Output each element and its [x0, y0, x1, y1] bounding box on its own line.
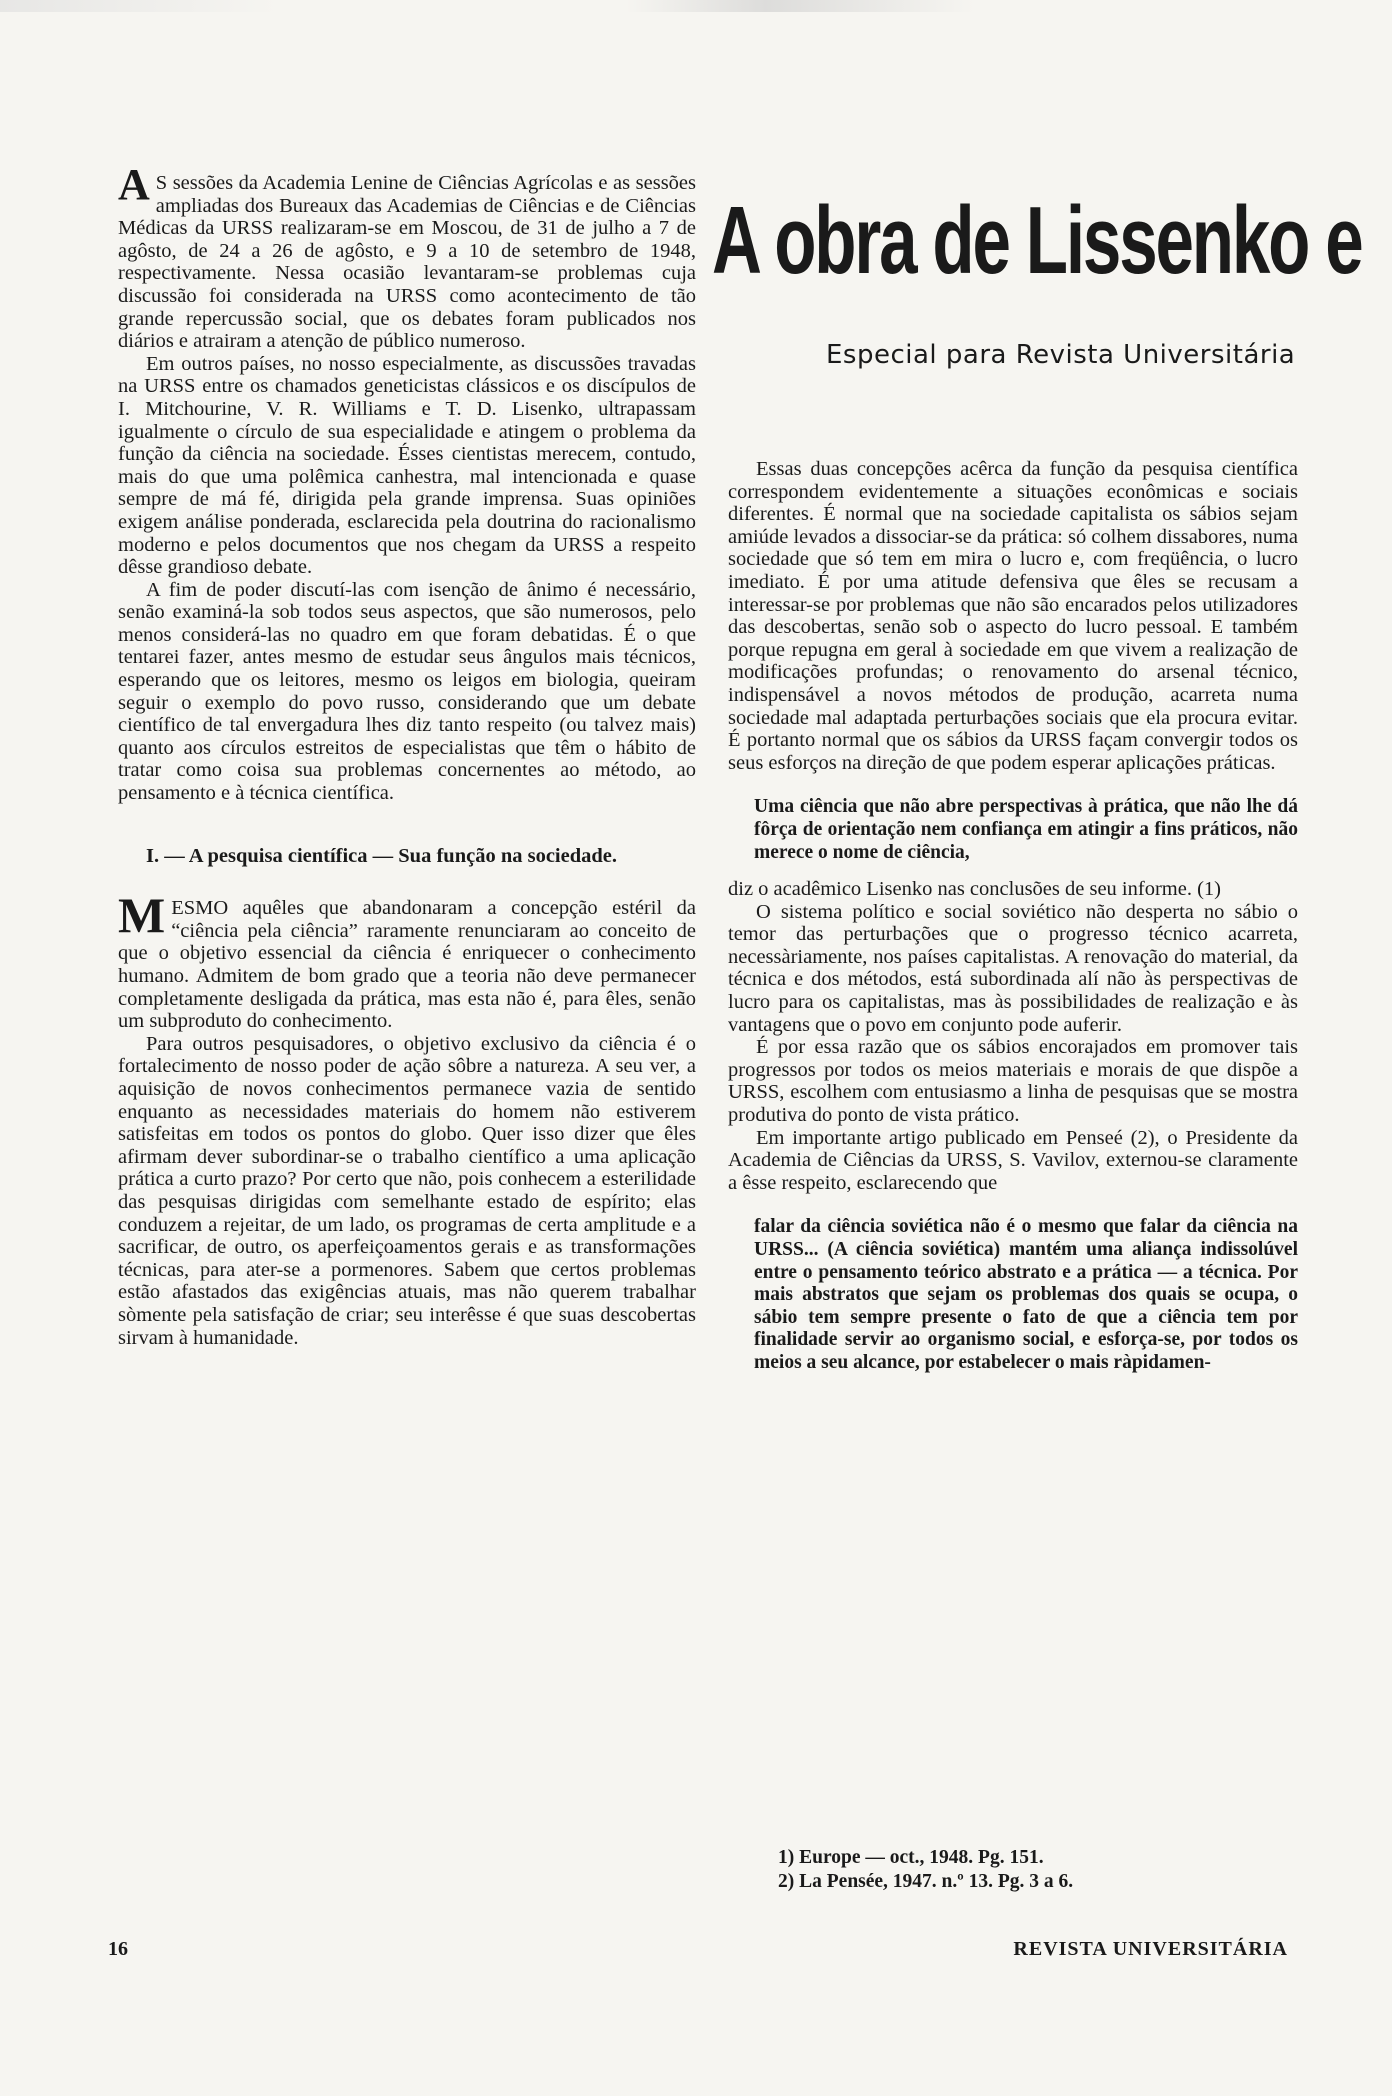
footnote-1: 1) Europe — oct., 1948. Pg. 151. [778, 1847, 1044, 1868]
footnotes [778, 1846, 1073, 1894]
article-subtitle: Especial para Revista Universitária [826, 340, 1296, 370]
left-column [118, 160, 696, 1349]
intro-paragraph-1: A S sessões da Academia Lenine de Ciências Agrícolas e as sessões ampliadas dos Bureaux das Academias de Ciências e de Ciências Médicas da URSS realizaram-se em Moscou, de 31 de julho a 7 de agôsto, de 24 a 26 de agôsto, e 9 a 10 de setembro de 1948, respectivamente. Nessa ocasião levantaram-se problemas cuja discussão foi considerada na URSS como acontecimento de tão grande repercussão social, que os debates foram publicados nos diários e atrairam a atenção de público numeroso. [118, 160, 696, 353]
right-paragraph-2: diz o acadêmico Lisenko nas conclusões de seu informe. (1) [728, 878, 1221, 901]
right-paragraph-4: É por essa razão que os sábios encorajados em promover tais progressos por todos os meios materiais e morais de que dispõe a URSS, escolhem com entusiasmo a linha de pesquisas que se mostra produtiva do ponto de vista prático. [728, 1036, 1298, 1127]
right-paragraph-3: O sistema político e social soviético não desperta no sábio o temor das perturbações que o progresso técnico acarreta, necessàriamente, nos países capitalistas. A renovação do material, da técnica e dos métodos, está subordinada alí não às perspectivas de lucro para os capitalistas, mas às possibilidades de realização e às vantagens que o povo em conjunto pode auferir. [728, 900, 1298, 1036]
right-paragraph-5: Em importante artigo publicado em Penseé (2), o Presidente da Academia de Ciências da URSS, S. Vavilov, externou-se claramente a êsse respeito, esclarecendo que [728, 1126, 1298, 1194]
section-heading: I. — A pesquisa científica — Sua função na sociedade. [146, 844, 617, 867]
right-column [728, 458, 1298, 1375]
section-paragraph-1: MESMO aquêles que abandonaram a concepção estéril da “ciência pela ciência” raramente renunciaram ao conceito de que o objetivo essencial da ciência é enriquecer o conhecimento humano. Admitem de bom grado que a teoria não deve permanecer completamente desligada da prática, mas esta não é, para êles, senão um subproduto do conhecimento. [118, 887, 696, 1033]
section-paragraph-2: Para outros pesquisadores, o objetivo exclusivo da ciência é o fortalecimento de nosso poder de ação sôbre a natureza. A seu ver, a aquisição de novos conhecimentos permanece vazia de sentido enquanto as necessidades materiais do homem não estiverem satisfeitas em todos os pontos do globo. Quer isso dizer que êles afirmam dever subordinar-se o trabalho científico a uma aplicação prática a curto prazo? Por certo que não, pois conhecem a esterilidade das pesquisas dirigidas com semelhante estado de espírito; elas conduzem a rejeitar, de um lado, os programas de certa amplitude e a sacrificar, de outro, os aperfeiçoamentos gerais e as transformações técnicas, para ater-se a pormenores. Sabem que certos problemas estão afastados das exigências atuais, mas não querem trabalhar sòmente pela satisfação de criar; seu interêsse é que suas descobertas sirvam à humanidade. [118, 1032, 696, 1349]
top-edge-scuff [0, 0, 1392, 12]
drop-cap-a: A [118, 160, 150, 209]
vavilov-quote: falar da ciência soviética não é o mesmo que falar da ciência na URSS... (A ciência soviética) mantém uma aliança indissolúvel entre o pensamento teórico abstrato e a prática — a técnica. Por mais abstratos que sejam os problemas dos quais se ocupa, o sábio tem sempre presente o fato de que a ciência tem por finalidade servir ao organismo social, e esforça-se, por todos os meios a seu alcance, por estabelecer o mais ràpidamen- [754, 1216, 1298, 1373]
page-number: 16 [108, 1938, 128, 1960]
article-title: A obra de Lissenko e [712, 187, 1362, 294]
drop-cap-m: M [118, 887, 166, 944]
footnote-2: 2) La Pensée, 1947. n.º 13. Pg. 3 a 6. [778, 1871, 1074, 1892]
intro-paragraph-2: Em outros países, no nosso especialmente, as discussões travadas na URSS entre os chamados geneticistas clássicos e os discípulos de I. Mitchourine, V. R. Williams e T. D. Lisenko, ultrapassam igualmente o círculo de sua especialidade e atingem o problema da função da ciência na sociedade. Ésses cientistas merecem, contudo, mais do que uma polêmica canhestra, mal intencionada e quase sempre de má fé, dirigida pela grande imprensa. Suas opiniões exigem análise ponderada, esclarecida pela doutrina do racionalismo moderno e pelos documentos que nos chegam da URSS a respeito dêsse grandioso debate. [118, 352, 696, 579]
intro-paragraph-3: A fim de poder discutí-las com isenção de ânimo é necessário, senão examiná-la sob todos seus aspectos, que são numerosos, pelo menos considerá-las no quadro em que foram debatidas. É o que tentarei fazer, antes mesmo de estudar seus ângulos mais técnicos, esperando que os leitores, mesmo os leigos em biologia, queiram seguir o exemplo do povo russo, considerando que um debate científico de tal envergadura lhes diz tanto respeito (ou talvez mais) quanto aos círculos estreitos de especialistas que têm o hábito de tratar como coisa sua problemas concernentes ao método, ao pensamento e à técnica científica. [118, 578, 696, 805]
lisenko-quote: Uma ciência que não abre perspectivas à prática, que não lhe dá fôrça de orientação nem confiança em atingir a fins práticos, não merece o nome de ciência, [754, 796, 1298, 863]
running-footer: REVISTA UNIVERSITÁRIA [1013, 1938, 1288, 1960]
right-paragraph-1: Essas duas concepções acêrca da função da pesquisa científica correspondem evidentemente a situações econômicas e sociais diferentes. É normal que na sociedade capitalista os sábios sejam amiúde levados a dissociar-se da prática: só colhem dissabores, numa sociedade que só tem em mira o lucro e, com freqüência, o lucro imediato. É por uma atitude defensiva que êles se recusam a interessar-se por problemas que não são encarados pelos utilizadores das descobertas, senão sob o aspecto do lucro pessoal. E também porque repugna em geral à sociedade em que vivem a realização de modificações profundas; o renovamento do arsenal técnico, indispensável a novos métodos de produção, acarreta numa sociedade mal adaptada perturbações sociais que ela procura evitar. É portanto normal que os sábios da URSS façam convergir todos os seus esforços na direção de que podem esperar aplicações práticas. [728, 458, 1298, 774]
